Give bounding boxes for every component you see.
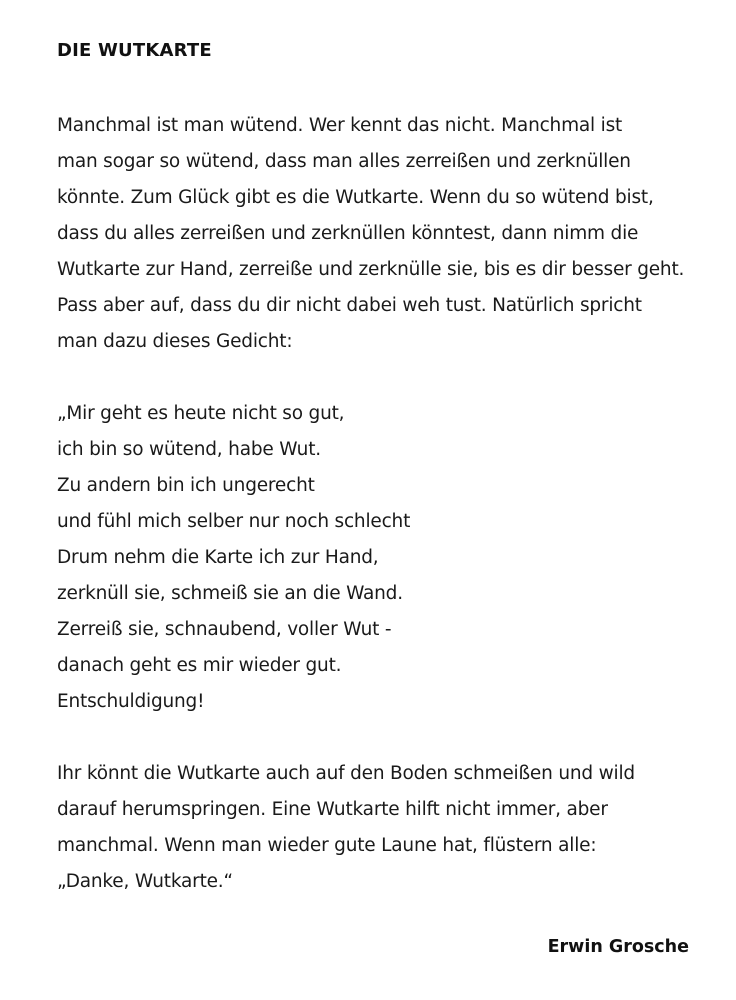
poem-line: Entschuldigung! bbox=[57, 691, 205, 712]
text-line: Manchmal ist man wütend. Wer kennt das nicht. Manchmal ist bbox=[57, 115, 623, 136]
poem bbox=[57, 396, 697, 720]
text-line: „Danke, Wutkarte.“ bbox=[57, 871, 233, 892]
text-line: man sogar so wütend, dass man alles zerreißen und zerknüllen bbox=[57, 151, 631, 172]
text-line: manchmal. Wenn man wieder gute Laune hat, flüstern alle: bbox=[57, 835, 597, 856]
text-line: man dazu dieses Gedicht: bbox=[57, 331, 293, 352]
document-title: DIE WUTKARTE bbox=[57, 40, 212, 61]
poem-line: danach geht es mir wieder gut. bbox=[57, 655, 342, 676]
closing-paragraph bbox=[57, 756, 697, 900]
text-line: Ihr könnt die Wutkarte auch auf den Boden schmeißen und wild bbox=[57, 763, 635, 784]
text-line: Wutkarte zur Hand, zerreiße und zerknülle sie, bis es dir besser geht. bbox=[57, 259, 685, 280]
poem-line: und fühl mich selber nur noch schlecht bbox=[57, 511, 411, 532]
poem-line: Zerreiß sie, schnaubend, voller Wut - bbox=[57, 619, 392, 640]
text-line: darauf herumspringen. Eine Wutkarte hilft nicht immer, aber bbox=[57, 799, 608, 820]
poem-line: zerknüll sie, schmeiß sie an die Wand. bbox=[57, 583, 403, 604]
document-page bbox=[57, 38, 697, 900]
poem-line: Drum nehm die Karte ich zur Hand, bbox=[57, 547, 379, 568]
poem-line: Zu andern bin ich ungerecht bbox=[57, 475, 315, 496]
text-line: könnte. Zum Glück gibt es die Wutkarte. Wenn du so wütend bist, bbox=[57, 187, 654, 208]
poem-line: „Mir geht es heute nicht so gut, bbox=[57, 403, 345, 424]
poem-line: ich bin so wütend, habe Wut. bbox=[57, 439, 321, 460]
text-line: Pass aber auf, dass du dir nicht dabei weh tust. Natürlich spricht bbox=[57, 295, 642, 316]
author-name: Erwin Grosche bbox=[547, 937, 689, 957]
text-line: dass du alles zerreißen und zerknüllen könntest, dann nimm die bbox=[57, 223, 639, 244]
intro-paragraph bbox=[57, 108, 697, 360]
